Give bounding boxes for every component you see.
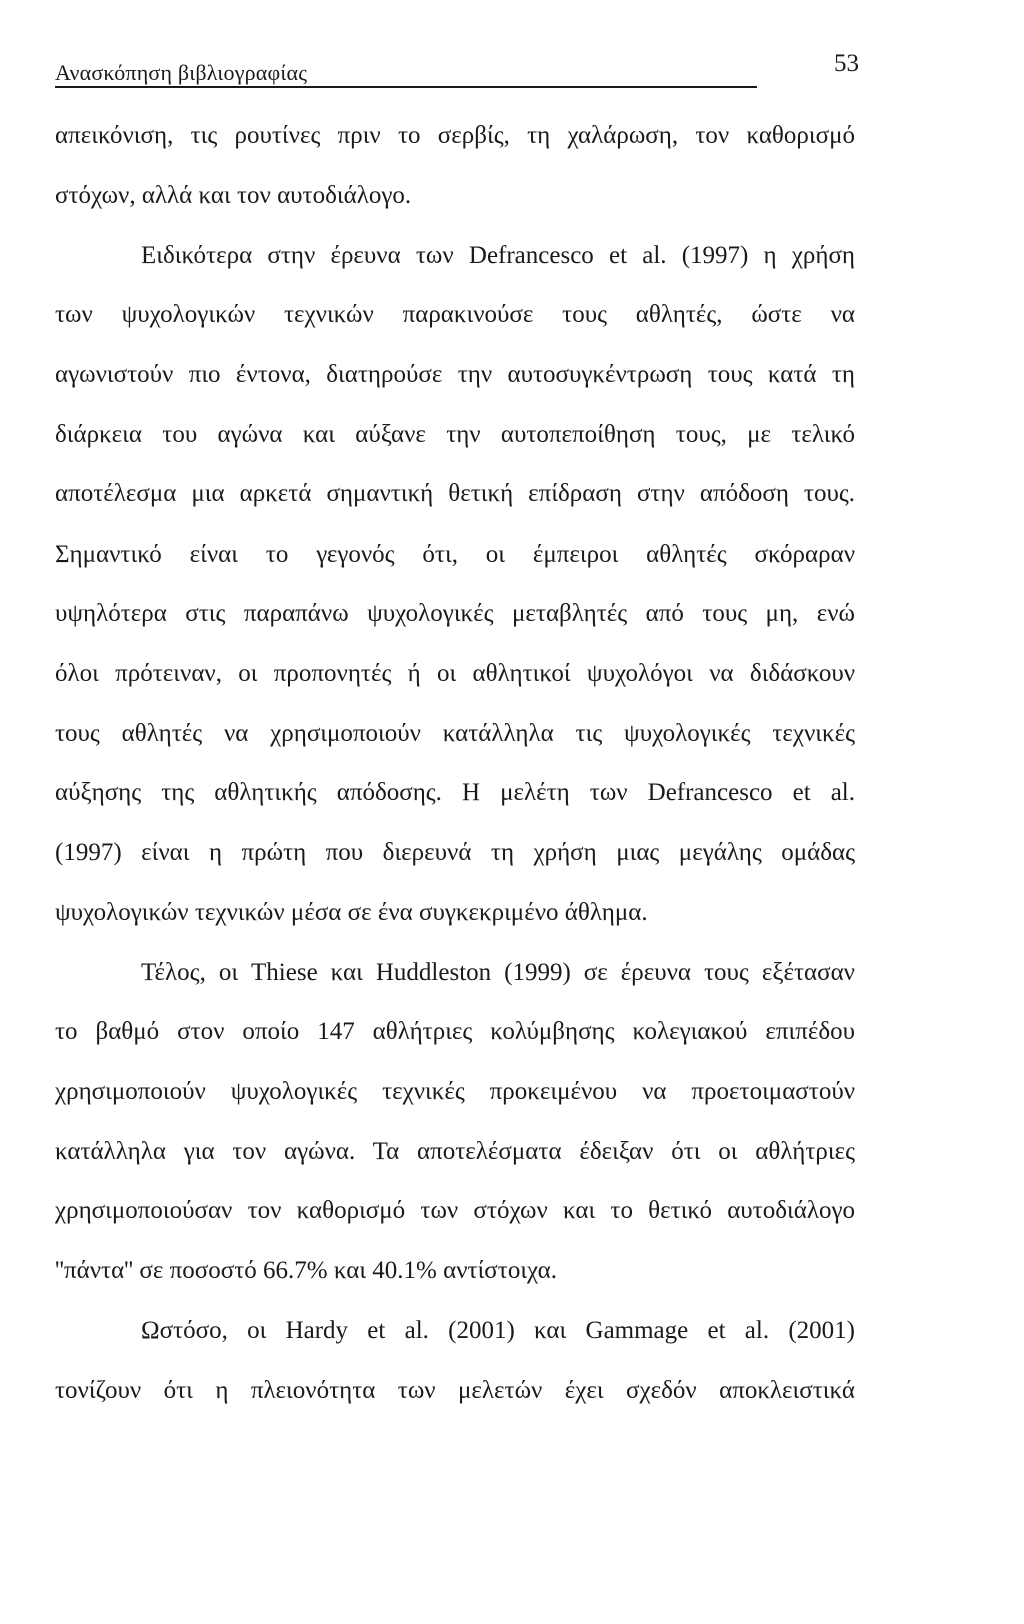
text-line: ''πάντα'' σε ποσοστό 66.7% και 40.1% αντίστοιχα. — [55, 1257, 557, 1284]
text-line: Σημαντικό είναι το γεγονός ότι, οι έμπειροι αθλητές σκόραραν — [55, 541, 855, 568]
header-rule — [55, 86, 757, 88]
text-line: κατάλληλα για τον αγώνα. Τα αποτελέσματα έδειξαν ότι οι αθλήτριες — [55, 1138, 855, 1165]
text-line: χρησιμοποιούσαν τον καθορισμό των στόχων και το θετικό αυτοδιάλογο — [55, 1197, 855, 1224]
text-line: Ωστόσο, οι Hardy et al. (2001) και Gammage et al. (2001) — [141, 1317, 855, 1344]
text-line: ψυχολογικών τεχνικών μέσα σε ένα συγκεκριμένο άθλημα. — [55, 899, 648, 926]
running-title: Ανασκόπηση βιβλιογραφίας — [55, 60, 308, 85]
text-line: το βαθμό στον οποίο 147 αθλήτριες κολύμβησης κολεγιακού επιπέδου — [55, 1018, 855, 1045]
page-header — [55, 48, 859, 88]
text-line: αύξησης της αθλητικής απόδοσης. Η μελέτη των Defrancesco et al. — [55, 779, 855, 806]
text-line: όλοι πρότειναν, οι προπονητές ή οι αθλητικοί ψυχολόγοι να διδάσκουν — [55, 660, 855, 687]
text-line: διάρκεια του αγώνα και αύξανε την αυτοπεποίθηση τους, με τελικό — [55, 421, 855, 448]
text-line: Ειδικότερα στην έρευνα των Defrancesco et al. (1997) η χρήση — [141, 242, 855, 269]
text-line: αποτέλεσμα μια αρκετά σημαντική θετική επίδραση στην απόδοση τους. — [55, 480, 855, 507]
text-line: (1997) είναι η πρώτη που διερευνά τη χρήση μιας μεγάλης ομάδας — [55, 839, 855, 866]
text-line: χρησιμοποιούν ψυχολογικές τεχνικές προκειμένου να προετοιμαστούν — [55, 1078, 855, 1105]
text-line: στόχων, αλλά και τον αυτοδιάλογο. — [55, 182, 412, 209]
text-line: των ψυχολογικών τεχνικών παρακινούσε τους αθλητές, ώστε να — [55, 301, 855, 328]
text-line: υψηλότερα στις παραπάνω ψυχολογικές μεταβλητές από τους μη, ενώ — [55, 600, 855, 627]
text-line: Τέλος, οι Thiese και Huddleston (1999) σε έρευνα τους εξέτασαν — [141, 959, 855, 986]
text-line: αγωνιστούν πιο έντονα, διατηρούσε την αυτοσυγκέντρωση τους κατά τη — [55, 361, 855, 388]
text-line: απεικόνιση, τις ρουτίνες πριν το σερβίς, τη χαλάρωση, τον καθορισμό — [55, 122, 855, 149]
text-line: τονίζουν ότι η πλειονότητα των μελετών έχει σχεδόν αποκλειστικά — [55, 1377, 855, 1404]
page-number: 53 — [834, 50, 859, 77]
text-line: τους αθλητές να χρησιμοποιούν κατάλληλα τις ψυχολογικές τεχνικές — [55, 720, 855, 747]
